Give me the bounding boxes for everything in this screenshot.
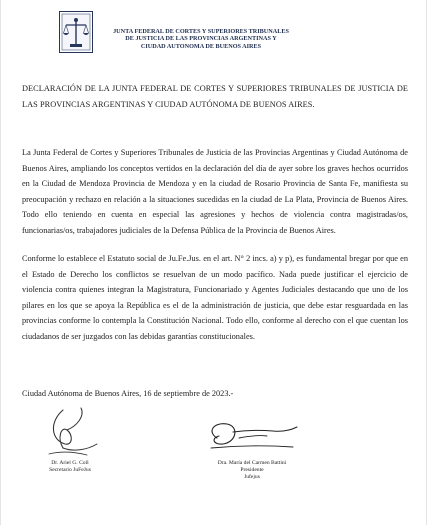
org-name-line-2: DE JUSTICIA DE LAS PROVINCIAS ARGENTINAS Y (125, 35, 277, 43)
scales-of-justice-icon (59, 11, 93, 53)
signature-coll (43, 404, 101, 458)
signatory-name: Dra. María del Carmen Battini (217, 460, 287, 466)
signatory-affiliation: Jufejus (244, 474, 260, 480)
letterhead (59, 11, 289, 55)
org-name-line-3: CIUDAD AUTONOMA DE BUENOS AIRES (140, 42, 262, 50)
organization-name (101, 28, 301, 50)
signatory-role: Presidente (240, 467, 264, 473)
signature-battini (203, 418, 299, 454)
dateline: Ciudad Autónoma de Buenos Aires, 16 de septiembre de 2023.- (22, 389, 234, 398)
signatory-block-coll (42, 460, 98, 474)
body-paragraph-1: La Junta Federal de Cortes y Superiores Tribunales de Justicia de las Provincias Argentinas y Ciudad Autónoma de Buenos Aires, ampliando los conceptos vertidos en la declaración del día de ayer sobre los graves hechos ocurridos en la Ciudad de Mendoza Provincia de Mendoza y en la ciudad de Rosario Provincia de Santa Fe, manifiesta su preocupación y rechazo en relación a la situaciones sucedidas en la ciudad de La Plata, Provincia de Buenos Aires. Todo ello teniendo en cuenta en especial las agresiones y hechos de violencia contra magistradas/os, funcionarias/os, trabajadores judiciales de la Defensa Pública de la Provincia de Buenos Aires. (22, 148, 408, 235)
declaration-title: DECLARACIÓN DE LA JUNTA FEDERAL DE CORTES Y SUPERIORES TRIBUNALES DE JUSTICIA DE LAS PROVINCIAS ARGENTINAS Y CIUDAD AUTÓNOMA DE BUENOS AIRES. (22, 84, 408, 109)
signatory-block-battini (204, 460, 300, 481)
body-paragraph-2: Conforme lo establece el Estatuto social de Ju.Fe.Jus. en el art. N° 2 incs. a) y p), es fundamental bregar por que en el Estado de Derecho los conflictos se resuelvan de un modo pacífico. Nada puede justificar el ejercicio de violencia contra quienes integran la Magistratura, Funcionariado y Agentes Judiciales destacando que uno de los pilares en los que se apoya la República es el de la administración de justicia, que debe estar resguardada en las provincias conforme lo contempla la Constitución Nacional. Todo ello, conforme al derecho con el que cuentan los ciudadanos de ser juzgados con las debidas garantías constitucionales. (22, 254, 408, 341)
signatory-role: Secretario JuFeJus (49, 467, 91, 473)
org-name-line-1: JUNTA FEDERAL DE CORTES Y SUPERIORES TRIBUNALES (113, 28, 289, 35)
signatory-name: Dr. Ariel G. Coll (51, 460, 89, 466)
